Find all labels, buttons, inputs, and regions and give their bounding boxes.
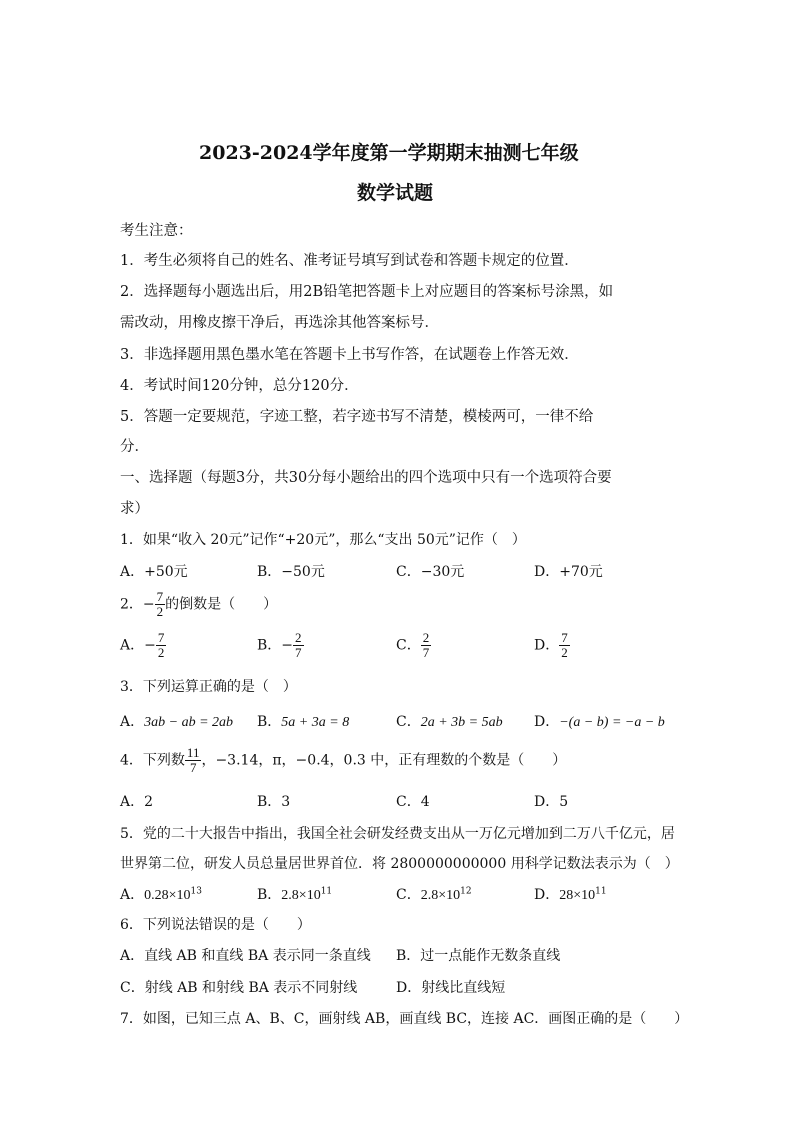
q3-option-b: B．5a + 3a = 8 [257,714,350,730]
section-heading: 一、选择题（每题3分，共30分每小题给出的四个选项中只有一个选项符合要 [120,470,612,486]
q6-option-c: C．射线 AB 和射线 BA 表示不同射线 [120,980,358,996]
q6-option-d: D．射线比直线短 [396,980,506,996]
q5-stem: 5．党的二十大报告中指出，我国全社会研发经费支出从一万亿元增加到二万八千亿元，居 [120,826,675,842]
fraction: $\frac{11}{7}$ [186,745,200,775]
q1-option-b: B．−50元 [257,564,325,580]
q6-option-b: B．过一点能作无数条直线 [396,948,561,964]
q4-option-b: B．3 [257,794,291,810]
q3-stem: 3．下列运算正确的是（ ） [120,679,297,695]
notice-heading: 考生注意： [120,223,193,239]
exam-title: 2023-2024学年度第一学期期末抽测七年级 [199,142,579,164]
q1-option-a: A．+50元 [120,564,188,580]
q1-option-c: C．−30元 [396,564,465,580]
q3-option-d: D．−(a − b) = −a − b [534,714,665,730]
notice-item: 分． [120,439,149,455]
q4-stem: 4．下列数 $\frac{11}{7}$ ，−3.14，π，−0.4，0.3 中，正有理数的个数是（ ） [120,745,567,775]
q3-option-a: A．3ab − ab = 2ab [120,714,234,730]
q5-option-c: C．$2.8\times 10^{12}$ [396,886,472,903]
section-heading-cont: 求） [120,501,149,517]
fraction: $\frac{7}{2}$ [156,589,164,619]
q2-option-d: D． $\frac{7}{2}$ [534,630,568,660]
notice-item: 需改动，用橡皮擦干净后，再选涂其他答案标号． [120,315,439,331]
q2-stem: 2．− $\frac{7}{2}$ 的倒数是（ ） [120,589,278,619]
q3-option-c: C．2a + 3b = 5ab [396,714,503,730]
q6-stem: 6．下列说法错误的是（ ） [120,917,311,933]
exam-subtitle: 数学试题 [357,182,434,204]
q2-option-b: B．− $\frac{2}{7}$ [257,630,302,660]
notice-item: 2．选择题每小题选出后，用2B铅笔把答题卡上对应题目的答案标号涂黑，如 [120,284,614,300]
q7-stem: 7．如图，已知三点 A、B、C，画射线 AB，画直线 BC，连接 AC．画图正确的是（ ） [120,1011,689,1027]
q4-option-c: C．4 [396,794,430,810]
notice-item: 5．答题一定要规范，字迹工整，若字迹书写不清楚，模棱两可，一律不给 [120,409,594,425]
q2-option-a: A．− $\frac{7}{2}$ [120,630,165,660]
notice-item: 1．考生必须将自己的姓名、准考证号填写到试卷和答题卡规定的位置． [120,253,579,269]
q1-stem: 1．如果“收入 20元”记作“+20元”，那么“支出 50元”记作（ ） [120,532,526,548]
q1-option-d: D．+70元 [534,564,603,580]
q4-option-a: A．2 [120,794,154,810]
q5-option-d: D．$28\times 10^{11}$ [534,886,607,903]
q4-option-d: D．5 [534,794,569,810]
q2-option-c: C． $\frac{2}{7}$ [396,630,430,660]
notice-item: 3．非选择题用黑色墨水笔在答题卡上书写作答，在试题卷上作答无效． [120,347,579,363]
notice-item: 4．考试时间120分钟，总分120分． [120,378,359,394]
q5-option-a: A．$0.28\times 10^{13}$ [120,886,202,903]
q5-stem-cont: 世界第二位，研发人员总量居世界首位．将 2800000000000 用科学记数法表示为（ ） [120,856,679,872]
q5-option-b: B．$2.8\times 10^{11}$ [257,886,333,903]
q6-option-a: A．直线 AB 和直线 BA 表示同一条直线 [120,948,371,964]
